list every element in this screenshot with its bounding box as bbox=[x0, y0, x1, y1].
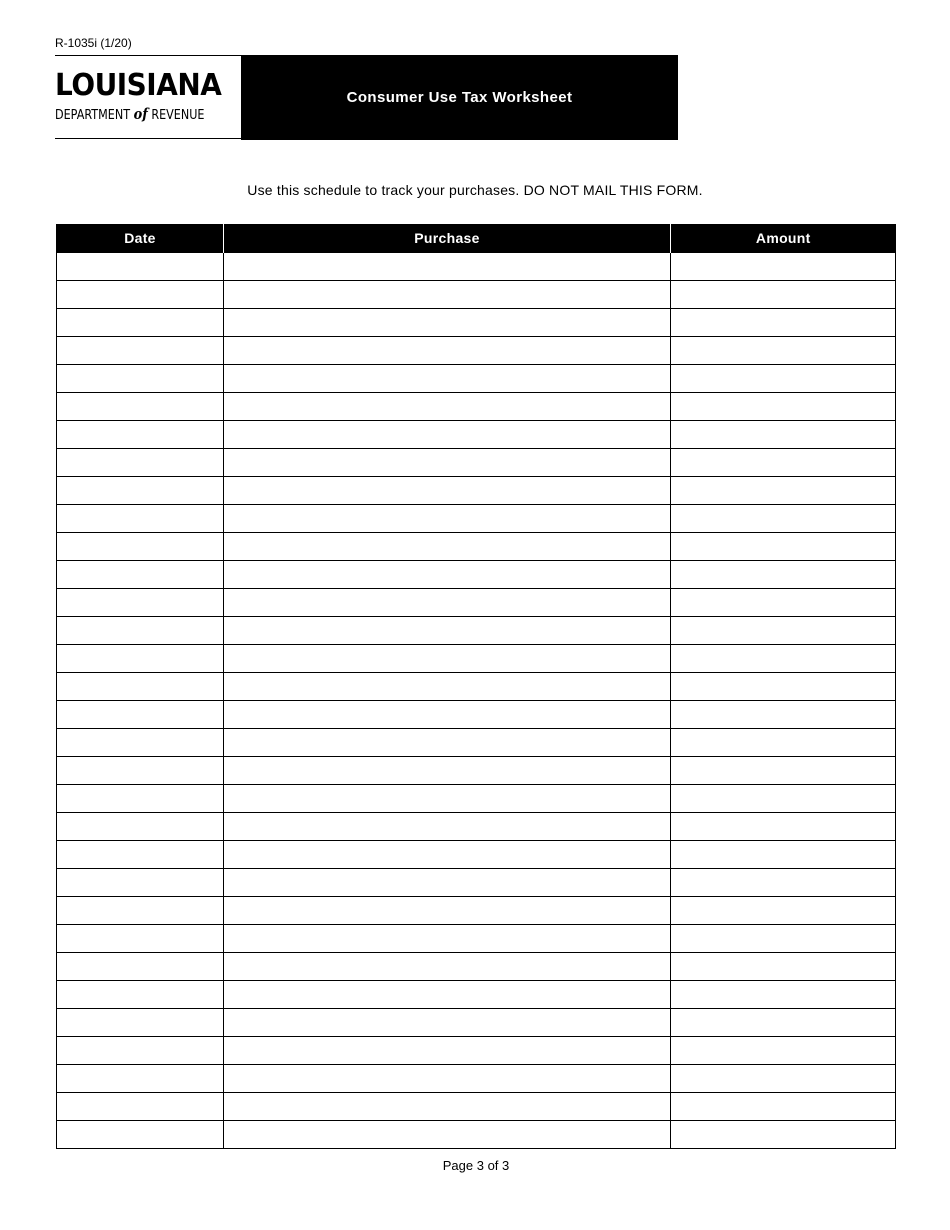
table-row bbox=[57, 925, 896, 953]
amount-cell[interactable] bbox=[671, 365, 896, 393]
amount-cell[interactable] bbox=[671, 1037, 896, 1065]
amount-cell[interactable] bbox=[671, 841, 896, 869]
amount-cell[interactable] bbox=[671, 253, 896, 281]
worksheet-body bbox=[57, 253, 896, 1149]
amount-cell[interactable] bbox=[671, 309, 896, 337]
table-row bbox=[57, 757, 896, 785]
amount-cell[interactable] bbox=[671, 869, 896, 897]
date-cell[interactable] bbox=[57, 1037, 224, 1065]
date-cell[interactable] bbox=[57, 1009, 224, 1037]
amount-cell[interactable] bbox=[671, 449, 896, 477]
purchase-cell[interactable] bbox=[224, 981, 671, 1009]
date-cell[interactable] bbox=[57, 673, 224, 701]
purchase-cell[interactable] bbox=[224, 841, 671, 869]
page-number: Page 3 of 3 bbox=[442, 1158, 510, 1173]
amount-cell[interactable] bbox=[671, 337, 896, 365]
column-header-date: Date bbox=[57, 224, 224, 253]
table-row bbox=[57, 897, 896, 925]
date-cell[interactable] bbox=[57, 1121, 224, 1149]
date-cell[interactable] bbox=[57, 561, 224, 589]
logo-sub-text bbox=[55, 106, 204, 124]
purchase-cell[interactable] bbox=[224, 309, 671, 337]
purchase-cell[interactable] bbox=[224, 925, 671, 953]
purchase-cell[interactable] bbox=[224, 281, 671, 309]
amount-cell[interactable] bbox=[671, 981, 896, 1009]
amount-cell[interactable] bbox=[671, 1009, 896, 1037]
amount-cell[interactable] bbox=[671, 785, 896, 813]
purchase-cell[interactable] bbox=[224, 1009, 671, 1037]
date-cell[interactable] bbox=[57, 757, 224, 785]
table-row bbox=[57, 449, 896, 477]
purchase-cell[interactable] bbox=[224, 505, 671, 533]
form-code: R-1035i (1/20) bbox=[55, 36, 132, 50]
amount-cell[interactable] bbox=[671, 757, 896, 785]
table-row bbox=[57, 421, 896, 449]
date-cell[interactable] bbox=[57, 617, 224, 645]
amount-cell[interactable] bbox=[671, 701, 896, 729]
date-cell[interactable] bbox=[57, 729, 224, 757]
table-row bbox=[57, 365, 896, 393]
date-cell[interactable] bbox=[57, 925, 224, 953]
purchase-cell[interactable] bbox=[224, 337, 671, 365]
purchase-cell[interactable] bbox=[224, 1121, 671, 1149]
purchase-cell[interactable] bbox=[224, 533, 671, 561]
purchase-cell[interactable] bbox=[224, 953, 671, 981]
logo-sub-left: DEPARTMENT bbox=[55, 108, 131, 123]
amount-cell[interactable] bbox=[671, 673, 896, 701]
amount-cell[interactable] bbox=[671, 561, 896, 589]
table-row bbox=[57, 1093, 896, 1121]
column-header-purchase: Purchase bbox=[224, 224, 671, 253]
table-row bbox=[57, 253, 896, 281]
amount-cell[interactable] bbox=[671, 421, 896, 449]
date-cell[interactable] bbox=[57, 533, 224, 561]
table-row bbox=[57, 561, 896, 589]
date-cell[interactable] bbox=[57, 701, 224, 729]
amount-cell[interactable] bbox=[671, 1093, 896, 1121]
table-row bbox=[57, 1009, 896, 1037]
purchase-cell[interactable] bbox=[224, 365, 671, 393]
logo-sub-right: REVENUE bbox=[151, 108, 205, 123]
amount-cell[interactable] bbox=[671, 897, 896, 925]
table-row bbox=[57, 533, 896, 561]
purchase-cell[interactable] bbox=[224, 813, 671, 841]
column-header-amount: Amount bbox=[671, 224, 896, 253]
logo-main-text: LOUISIANA bbox=[55, 68, 222, 103]
purchase-cell[interactable] bbox=[224, 617, 671, 645]
date-cell[interactable] bbox=[57, 505, 224, 533]
amount-cell[interactable] bbox=[671, 533, 896, 561]
date-cell[interactable] bbox=[57, 365, 224, 393]
table-row bbox=[57, 701, 896, 729]
logo-sub-of: of bbox=[133, 105, 148, 123]
date-cell[interactable] bbox=[57, 1093, 224, 1121]
purchase-cell[interactable] bbox=[224, 729, 671, 757]
date-cell[interactable] bbox=[57, 449, 224, 477]
table-row bbox=[57, 729, 896, 757]
date-cell[interactable] bbox=[57, 897, 224, 925]
date-cell[interactable] bbox=[57, 785, 224, 813]
form-header bbox=[55, 55, 678, 140]
table-row bbox=[57, 281, 896, 309]
date-cell[interactable] bbox=[57, 393, 224, 421]
table-row bbox=[57, 841, 896, 869]
date-cell[interactable] bbox=[57, 337, 224, 365]
table-header-row bbox=[57, 224, 896, 253]
amount-cell[interactable] bbox=[671, 953, 896, 981]
purchase-cell[interactable] bbox=[224, 1065, 671, 1093]
amount-cell[interactable] bbox=[671, 477, 896, 505]
table-row bbox=[57, 589, 896, 617]
table-row bbox=[57, 813, 896, 841]
purchase-cell[interactable] bbox=[224, 869, 671, 897]
purchase-cell[interactable] bbox=[224, 645, 671, 673]
table-row bbox=[57, 309, 896, 337]
table-row bbox=[57, 645, 896, 673]
date-cell[interactable] bbox=[57, 869, 224, 897]
table-row bbox=[57, 1065, 896, 1093]
form-title: Consumer Use Tax Worksheet bbox=[241, 55, 678, 140]
purchase-cell[interactable] bbox=[224, 897, 671, 925]
amount-cell[interactable] bbox=[671, 281, 896, 309]
purchase-cell[interactable] bbox=[224, 393, 671, 421]
purchase-cell[interactable] bbox=[224, 673, 671, 701]
table-row bbox=[57, 617, 896, 645]
amount-cell[interactable] bbox=[671, 729, 896, 757]
table-row bbox=[57, 953, 896, 981]
table-row bbox=[57, 1121, 896, 1149]
instruction-text: Use this schedule to track your purchases. DO NOT MAIL THIS FORM. bbox=[247, 182, 703, 198]
purchase-worksheet-table bbox=[56, 224, 896, 1149]
date-cell[interactable] bbox=[57, 1065, 224, 1093]
date-cell[interactable] bbox=[57, 813, 224, 841]
table-row bbox=[57, 393, 896, 421]
table-row bbox=[57, 785, 896, 813]
date-cell[interactable] bbox=[57, 281, 224, 309]
amount-cell[interactable] bbox=[671, 617, 896, 645]
date-cell[interactable] bbox=[57, 589, 224, 617]
amount-cell[interactable] bbox=[671, 1065, 896, 1093]
purchase-cell[interactable] bbox=[224, 1093, 671, 1121]
amount-cell[interactable] bbox=[671, 393, 896, 421]
amount-cell[interactable] bbox=[671, 589, 896, 617]
table-row bbox=[57, 1037, 896, 1065]
table-row bbox=[57, 673, 896, 701]
purchase-cell[interactable] bbox=[224, 421, 671, 449]
purchase-cell[interactable] bbox=[224, 561, 671, 589]
date-cell[interactable] bbox=[57, 841, 224, 869]
date-cell[interactable] bbox=[57, 421, 224, 449]
purchase-cell[interactable] bbox=[224, 1037, 671, 1065]
purchase-cell[interactable] bbox=[224, 785, 671, 813]
date-cell[interactable] bbox=[57, 953, 224, 981]
purchase-cell[interactable] bbox=[224, 701, 671, 729]
purchase-cell[interactable] bbox=[224, 589, 671, 617]
table-row bbox=[57, 337, 896, 365]
date-cell[interactable] bbox=[57, 253, 224, 281]
louisiana-revenue-logo bbox=[55, 55, 241, 139]
amount-cell[interactable] bbox=[671, 505, 896, 533]
table-row bbox=[57, 477, 896, 505]
date-cell[interactable] bbox=[57, 645, 224, 673]
table-row bbox=[57, 981, 896, 1009]
amount-cell[interactable] bbox=[671, 645, 896, 673]
purchase-cell[interactable] bbox=[224, 253, 671, 281]
table-row bbox=[57, 505, 896, 533]
date-cell[interactable] bbox=[57, 981, 224, 1009]
date-cell[interactable] bbox=[57, 477, 224, 505]
amount-cell[interactable] bbox=[671, 925, 896, 953]
amount-cell[interactable] bbox=[671, 813, 896, 841]
table-row bbox=[57, 869, 896, 897]
purchase-cell[interactable] bbox=[224, 449, 671, 477]
purchase-cell[interactable] bbox=[224, 757, 671, 785]
amount-cell[interactable] bbox=[671, 1121, 896, 1149]
purchase-cell[interactable] bbox=[224, 477, 671, 505]
date-cell[interactable] bbox=[57, 309, 224, 337]
